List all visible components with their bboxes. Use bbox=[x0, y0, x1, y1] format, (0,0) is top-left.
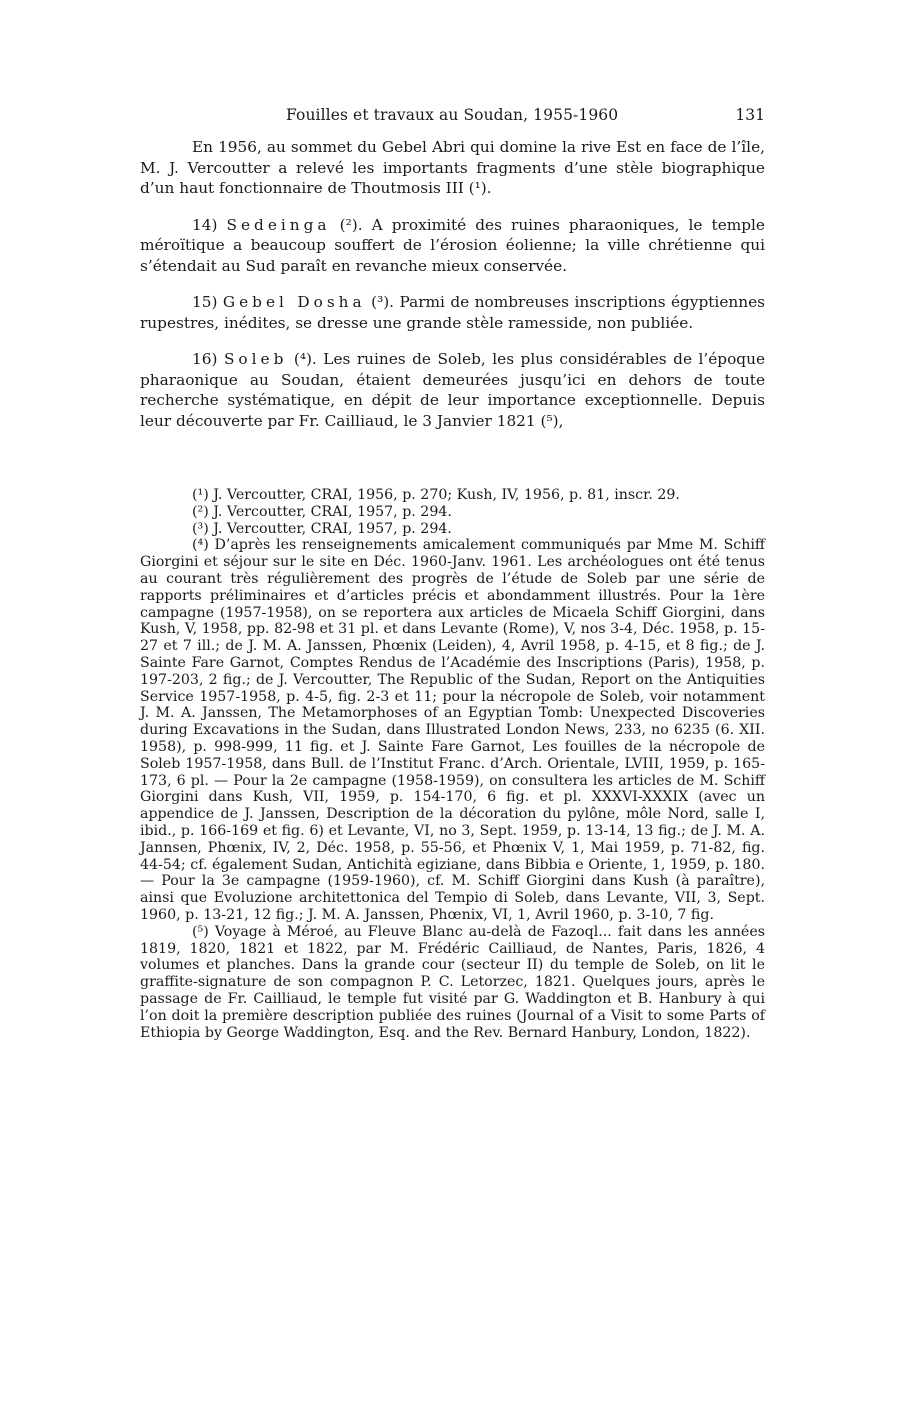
paragraph-sedeinga bbox=[140, 215, 765, 277]
footnote-1: (¹) J. Vercoutter, CRAI, 1956, p. 270; Kush, IV, 1956, p. 81, inscr. 29. bbox=[192, 487, 680, 503]
site-name: Soleb bbox=[223, 350, 288, 368]
section-number: 15) bbox=[192, 293, 218, 311]
section-number: 14) bbox=[192, 215, 218, 234]
footnote-4: (⁴) D’après les renseignements amicalement communiqués par Mme M. Schiff Giorgini et séjour sur le site en Déc. 1960-Janv. 1961. Les archéologues ont été tenus au courant très régulièrement des progrès de l’étude de Soleb par une série de rapports préliminaires et d’articles précis et abondamment illustrés. Pour la 1ère campagne (1957-1958), on se reportera aux articles de Micaela Schiff Giorgini, dans Kush, V, 1958, pp. 82-98 et 31 pl. et dans Levante (Rome), V, nos 3-4, Déc. 1958, p. 15-27 et 7 ill.; de J. M. A. Janssen, Phœnix (Leiden), 4, Avril 1958, p. 4-15, et 8 fig.; de J. Sainte Fare Garnot, Comptes Rendus de l’Académie des Inscriptions (Paris), 1958, p. 197-203, 2 fig.; de J. Vercoutter, The Republic of the Sudan, Report on the Antiquities Service 1957-1958, p. 4-5, fig. 2-3 et 11; pour la nécropole de Soleb, voir notamment J. M. A. Janssen, The Metamorphoses of an Egyptian Tomb: Unexpected Discoveries during Excavations in the Sudan, dans Illustrated London News, 233, no 6235 (6. XII. 1958), p. 998-999, 11 fig. et J. Sainte Fare Garnot, Les fouilles de la nécropole de Soleb 1957-1958, dans Bull. de l’Institut Franc. d’Arch. Orientale, LVIII, 1959, p. 165-173, 6 pl. — Pour la 2e campagne (1958-1959), on consultera les articles de M. Schiff Giorgini dans Kush, VII, 1959, p. 154-170, 6 fig. et pl. XXXVI-XXXIX (avec un appendice de J. Janssen, Description de la décoration du pylône, môle Nord, salle I, ibid., p. 166-169 et fig. 6) et Levante, VI, no 3, Sept. 1959, p. 13-14, 13 fig.; de J. M. A. Jannsen, Phœnix, IV, 2, Déc. 1958, p. 55-56, et Phœnix V, 1, Mai 1959, p. 71-82, fig. 44-54; cf. également Sudan, Antichità egiziane, dans Bibbia e Oriente, 1, 1959, p. 180. — Pour la 3e campagne (1959-1960), cf. M. Schiff Giorgini dans Kush (à paraître), ainsi que Evoluzione architettonica del Tempio di Soleb, dans Levante, VII, 3, Sept. 1960, p. 13-21, 12 fig.; J. M. A. Janssen, Phœnix, VI, 1, Avril 1960, p. 3-10, 7 fig. bbox=[140, 537, 765, 923]
paragraph-abri: En 1956, au sommet du Gebel Abri qui domine la rive Est en face de l’île, M. J. Vercoutter a relevé les importants fragments d’une stèle biographique d’un haut fonctionnaire de Thoutmosis III (¹). bbox=[140, 138, 765, 197]
site-name: Sedeinga bbox=[226, 215, 331, 234]
site-name: Gebel Dosha bbox=[222, 293, 366, 311]
footnote-2: (²) J. Vercoutter, CRAI, 1957, p. 294. bbox=[192, 503, 452, 520]
paragraph-text: (²). A proximité des ruines pharaoniques, le temple méroïtique a beaucoup souffert de l’érosion éolienne; la ville chrétienne qui s’étendait au Sud paraît en revanche mieux conservée. bbox=[140, 215, 765, 275]
paragraph-soleb bbox=[140, 349, 765, 431]
footnotes bbox=[140, 487, 765, 1041]
page-number: 131 bbox=[735, 106, 765, 124]
paragraph-text: (³). Parmi de nombreuses inscriptions égyptiennes rupestres, inédites, se dresse une grande stèle ramesside, non publiée. bbox=[140, 293, 765, 332]
running-title: Fouilles et travaux au Soudan, 1955-1960 bbox=[286, 106, 619, 124]
paragraph-text: (⁴). Les ruines de Soleb, les plus considérables de l’époque pharaonique au Soudan, étaient demeurées jusqu’ici en dehors de toute recherche systématique, en dépit de leur importance exceptionnelle. Depuis leur découverte par Fr. Cailliaud, le 3 Janvier 1821 (⁵), bbox=[140, 350, 765, 430]
footnote-5: (⁵) Voyage à Méroé, au Fleuve Blanc au-delà de Fazoql... fait dans les années 1819, 1820, 1821 et 1822, par M. Frédéric Cailliaud, de Nantes, Paris, 1826, 4 volumes et planches. Dans la grande cour (secteur II) du temple de Soleb, on lit le graffite-signature de son compagnon P. C. Letorzec, 1821. Quelques jours, après le passage de Fr. Cailliaud, le temple fut visité par G. Waddington et B. Hanbury à qui l’on doit la première description publiée des ruines (Journal of a Visit to some Parts of Ethiopia by George Waddington, Esq. and the Rev. Bernard Hanbury, London, 1822). bbox=[140, 923, 765, 1041]
section-number: 16) bbox=[192, 350, 218, 368]
paragraph-gebel-dosha bbox=[140, 292, 765, 333]
body-text bbox=[140, 137, 765, 447]
footnote-3: (³) J. Vercoutter, CRAI, 1957, p. 294. bbox=[192, 520, 452, 537]
